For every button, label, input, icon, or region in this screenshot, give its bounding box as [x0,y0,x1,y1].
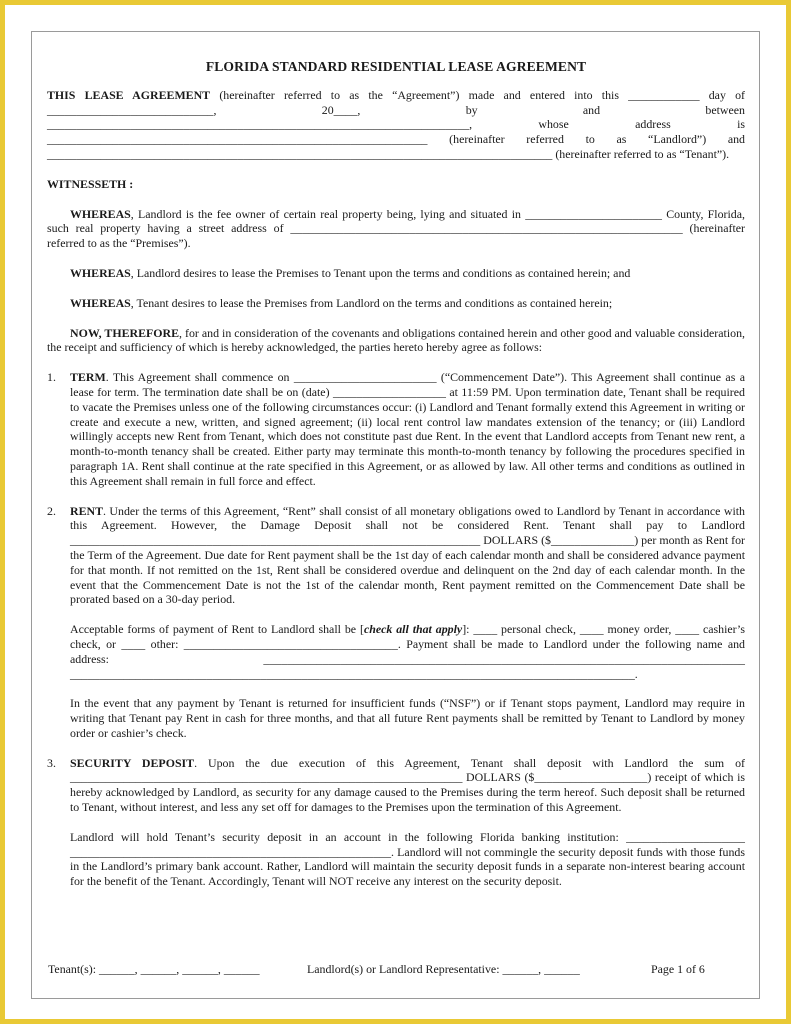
rent-paragraph-2: Acceptable forms of payment of Rent to Landlord shall be [check all that apply]: ____ personal check, ____ money order, ____ cashier’s check, or ____ other: ____________________________________. Payment shall be made to Landlord under the following name and address: _________________________________________________________________________________ _______________________________________________________________________________________________. [70,622,745,681]
witnesseth-heading: WITNESSETH : [47,176,134,191]
section-heading: RENT [70,503,104,518]
section-heading: TERM [70,370,106,385]
whereas-paragraph-3 [47,296,745,311]
section-term [47,370,745,488]
whereas-paragraph-1 [47,207,745,251]
rent-text: . Under the terms of this Agreement, “Rent” shall consist of all monetary obligations owed to Landlord by Tenant in accordance with this Agreement. However, the Damage Deposit shall not be considered Rent. Tenant shall pay to Landlord _____________________________________________________________________ DOLLARS ($______________) per month as Rent for the Term of the Agreement. Due date for Rent payment shall be the 1st day of each calendar month and shall be considered advance payment for that month. If not remitted on the 1st, Rent shall be considered overdue and delinquent on the 2nd day of each calendar month. In the event that the Commencement Date is not the 1st of the calendar month, Rent payment remitted on the Commencement Date shall be prorated based on a 30-day period. [70,503,745,607]
deposit-text: . Upon the due execution of this Agreement, Tenant shall deposit with Landlord the sum of __________________________________________________________________ DOLLARS ($___________________) receipt of which is hereby acknowledged by Landlord, as security for any damage caused to the Premises during the term hereof. Such deposit shall be returned to Tenant, without interest, and less any set off for damages to the Premises upon the termination of this Agreement. [70,755,745,815]
intro-lead: THIS LEASE AGREEMENT [47,87,211,102]
document-title: FLORIDA STANDARD RESIDENTIAL LEASE AGREEMENT [205,59,587,74]
intro-paragraph [47,88,745,162]
now-therefore-text: , for and in consideration of the covenants and obligations contained herein and other good and valuable consideration, the receipt and sufficiency of which is hereby acknowledged, the parties hereto hereby agree as follows: [47,325,745,355]
term-text: . This Agreement shall commence on ________________________ (“Commencement Date”). This Agreement shall continue as a lease for term. The termination date shall be on (date) ___________________ at 11:59 PM. Upon termination date, Tenant shall be required to vacate the Premises unless one of the following circumstances occur: (i) Landlord and Tenant formally extend this Agreement in writing or create and execute a new, written, and signed agreement; (ii) local rent control law mandates extension of the tenancy; or (iii) Landlord willingly accepts new Rent from Tenant, which does not constitute past due Rent. In the event that Landlord accepts from Tenant new rent, a month-to-month tenancy shall be created. Either party may terminate this month-to-month tenancy by following the procedures specified in paragraph 1A. Rent shall continue at the rate specified in this Agreement, or as allowed by law. All other terms and conditions as outlined in this Agreement shall remain in full force and effect. [70,370,745,488]
section-number: 3. [47,755,56,770]
document-page [31,31,760,999]
intro-text: (hereinafter referred to as the “Agreement”) made and entered into this ____________ day of ____________________________, 20____, by and between _______________________________________________________________________, whose address is ________________________________________________________________ (hereinafter referred to as “Landlord”) and _____________________________________________________________________________________ (hereinafter referred to as “Tenant”). [47,87,745,161]
tenant-initials: Tenant(s): ______, ______, ______, ______ [48,962,260,976]
landlord-initials: Landlord(s) or Landlord Representative: ______, ______ [307,962,580,976]
whereas-text: , Tenant desires to lease the Premises from Landlord on the terms and conditions as contained herein; [130,295,613,310]
section-rent [47,504,745,741]
page-number: Page 1 of 6 [651,962,705,976]
now-therefore-paragraph [47,326,745,356]
check-all-note: check all that apply [363,622,463,637]
whereas-text: , Landlord desires to lease the Premises to Tenant upon the terms and conditions as contained herein; and [130,265,631,280]
section-number: 2. [47,503,56,518]
section-security-deposit [47,756,745,889]
term-paragraph [70,370,745,488]
whereas-lead: WHEREAS [70,295,131,310]
rent-paragraph-1 [70,504,745,608]
deposit-paragraph-1 [70,756,745,815]
now-therefore-lead: NOW, THEREFORE [70,325,180,340]
whereas-text: , Landlord is the fee owner of certain real property being, lying and situated in _______________________ County, Florida, such real property having a street address of __________________________________________________________________ (hereinafter referred to as the “Premises”). [47,206,745,251]
whereas-lead: WHEREAS [70,265,131,280]
section-number: 1. [47,370,56,385]
document-body [47,60,745,904]
section-heading: SECURITY DEPOSIT [70,755,195,770]
whereas-paragraph-2 [47,266,745,281]
whereas-lead: WHEREAS [70,206,131,221]
deposit-paragraph-2: Landlord will hold Tenant’s security deposit in an account in the following Florida banking institution: ____________________ ______________________________________________________. Landlord will not commingle the security deposit funds with those funds in the Landlord’s primary bank account. Rather, Landlord will maintain the security deposit funds in a separate non-interest bearing account for the benefit of the Tenant. Accordingly, Tenant will NOT receive any interest on the security deposit. [70,829,745,889]
rent-paragraph-3: In the event that any payment by Tenant is returned for insufficient funds (“NSF”) or if Tenant stops payment, Landlord may require in writing that Tenant pay Rent in cash for three months, and that all future Rent payments shall be remitted by Tenant to Landlord by money order or cashier’s check. [70,696,745,740]
